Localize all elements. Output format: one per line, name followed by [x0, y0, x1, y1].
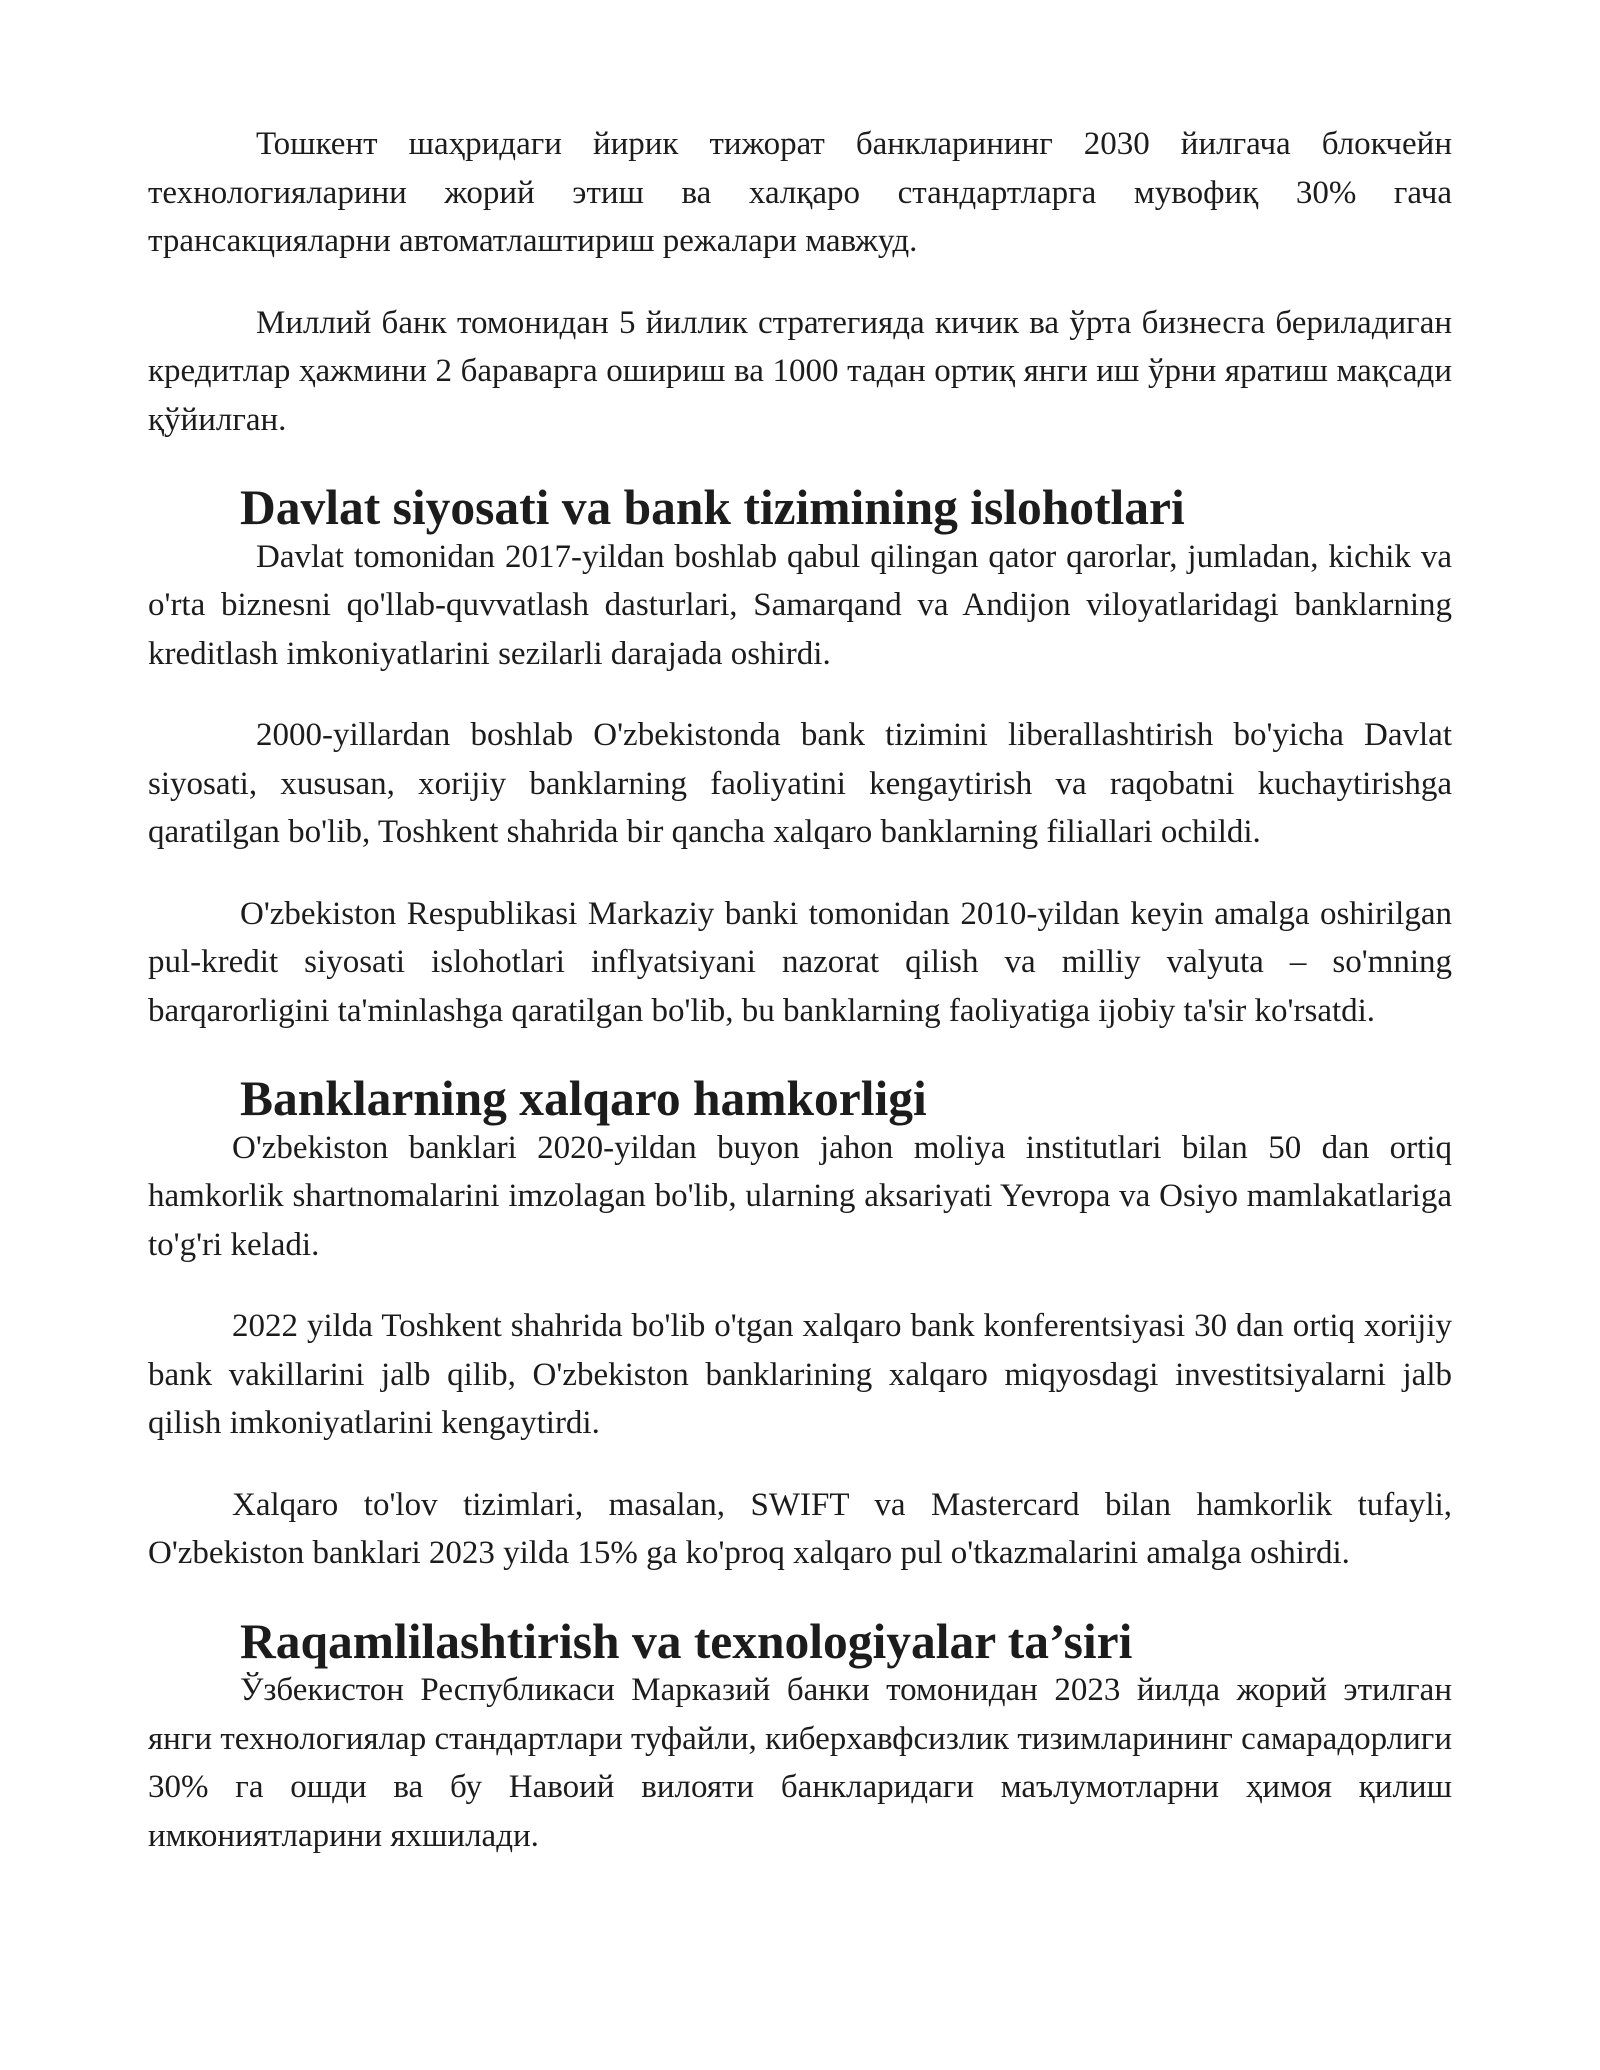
- paragraph-payment-systems: Xalqaro to'lov tizimlari, masalan, SWIFT va Mastercard bilan hamkorlik tufayli, O'zbekiston banklari 2023 yilda 15% ga ko'proq xalqaro pul o'tkazmalarini amalga oshirdi.: [148, 1486, 1452, 1571]
- section-heading-digitalization: Raqamlilashtirish va texnologiyalar ta’siri: [240, 1613, 1133, 1669]
- paragraph-partnership-agreements: O'zbekiston banklari 2020-yildan buyon jahon moliya institutlari bilan 50 dan ortiq hamkorlik shartnomalarini imzolagan bo'lib, ularning aksariyati Yevropa va Osiyo mamlakatlariga to'g'ri keladi.: [148, 1129, 1452, 1263]
- paragraph-liberalization: 2000-yillardan boshlab O'zbekistonda bank tizimini liberallashtirish bo'yicha Davlat siyosati, xususan, xorijiy banklarning faoliyatini kengaytirish va raqobatni kuchaytirishga qaratilgan bo'lib, Toshkent shahrida bir qancha xalqaro banklarning filiallari ochildi.: [148, 717, 1452, 850]
- paragraph-state-decisions: Davlat tomonidan 2017-yildan boshlab qabul qilingan qator qarorlar, jumladan, kichik va o'rta biznesni qo'llab-quvvatlash dasturlari, Samarqand va Andijon viloyatlaridagi banklarning kreditlash imkoniyatlarini sezilarli darajada oshirdi.: [148, 538, 1452, 672]
- paragraph-monetary-policy: O'zbekiston Respublikasi Markaziy banki tomonidan 2010-yildan keyin amalga oshirilgan pul-kredit siyosati islohotlari inflyatsiyani nazorat qilish va milliy valyuta – so'mning barqarorligini ta'minlashga qaratilgan bo'lib, bu banklarning faoliyatiga ijobiy ta'sir ko'rsatdi.: [148, 895, 1452, 1029]
- paragraph-national-bank-strategy: Миллий банк томонидан 5 йиллик стратегияда кичик ва ўрта бизнесга бериладиган кредитлар ҳажмини 2 бараварга ошириш ва 1000 тадан ортиқ янги иш ўрни яратиш мақсади қўйилган.: [148, 304, 1452, 438]
- section-heading-international-cooperation: Banklarning xalqaro hamkorligi: [240, 1071, 927, 1126]
- section-heading-state-policy: Davlat siyosati va bank tizimining islohotlari: [240, 480, 1185, 535]
- paragraph-cybersecurity: Ўзбекистон Республикаси Марказий банки томонидан 2023 йилда жорий этилган янги технологиялар стандартлари туфайли, киберхавфсизлик тизимларининг самарадорлиги 30% га ошди ва бу Навоий вилояти банкларидаги маълумотларни ҳимоя қилиш имкониятларини яхшилади.: [148, 1672, 1452, 1854]
- document-page: [148, 120, 1452, 1860]
- paragraph-bank-conference: 2022 yilda Toshkent shahrida bo'lib o'tgan xalqaro bank konferentsiyasi 30 dan ortiq xorijiy bank vakillarini jalb qilib, O'zbekiston banklarining xalqaro miqyosdagi investitsiyalarni jalb qilish imkoniyatlarini kengaytirdi.: [148, 1308, 1452, 1441]
- paragraph-blockchain-plans: Тошкент шаҳридаги йирик тижорат банкларининг 2030 йилгача блокчейн технологияларини жорий этиш ва халқаро стандартларга мувофиқ 30% гача трансакцияларни автоматлаштириш режалари мавжуд.: [148, 126, 1452, 259]
